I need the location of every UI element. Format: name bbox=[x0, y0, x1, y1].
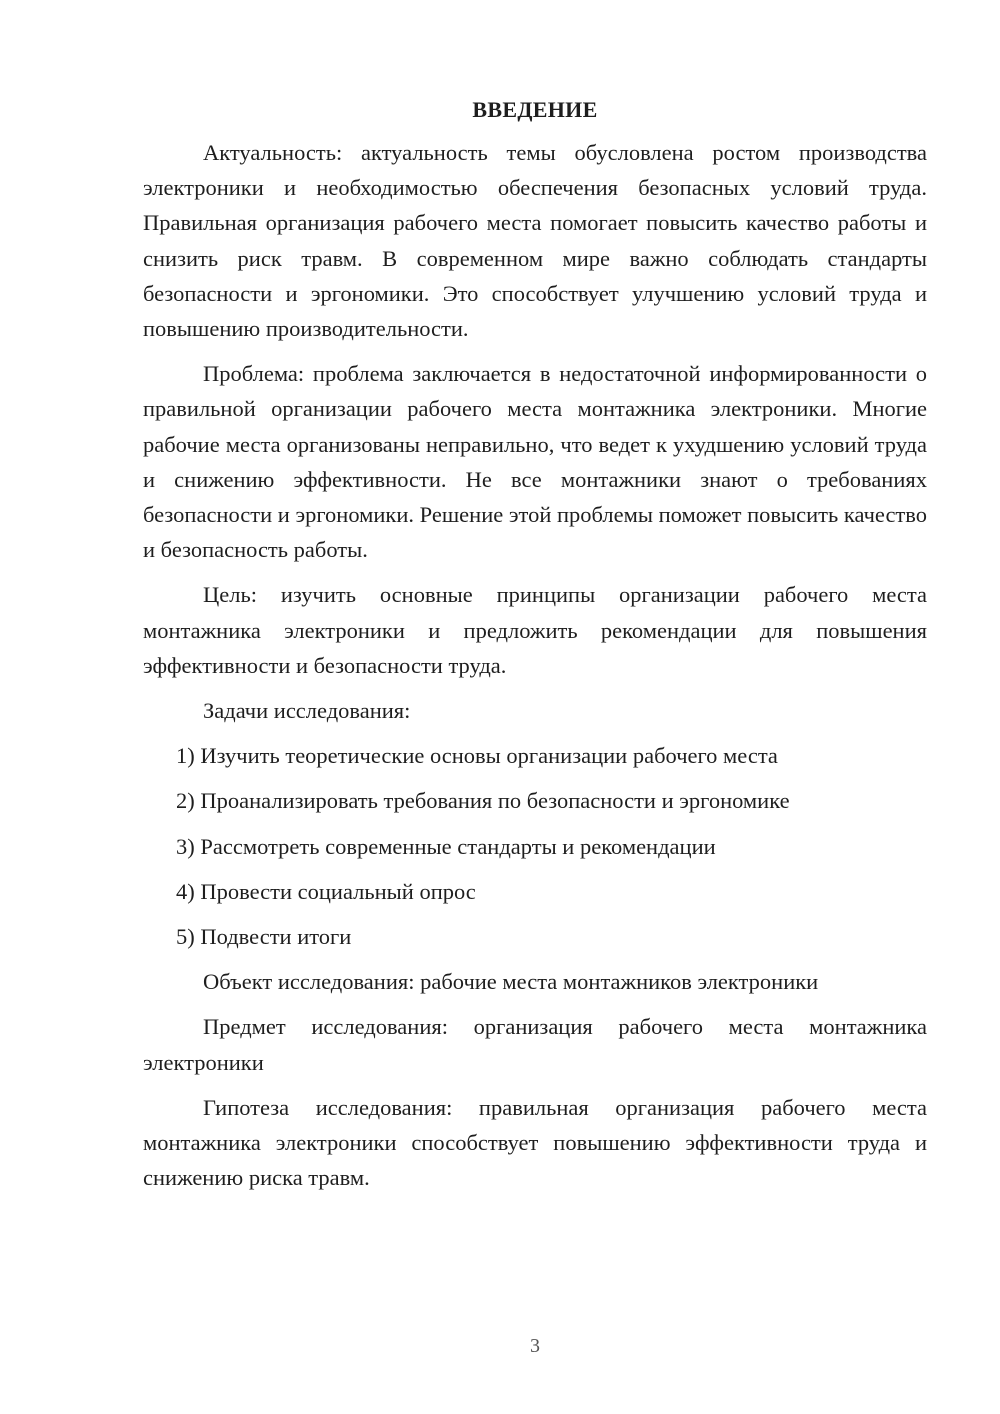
tasks-list bbox=[143, 738, 927, 954]
goal-paragraph: Цель: изучить основные принципы организации рабочего места монтажника электроники и предложить рекомендации для повышения эффективности и безопасности труда. bbox=[143, 582, 927, 678]
hypothesis-paragraph: Гипотеза исследования: правильная организация рабочего места монтажника электроники способствует повышению эффективности труда и снижению риска травм. bbox=[143, 1094, 927, 1191]
page-number: 3 bbox=[530, 1335, 540, 1357]
section-title: ВВЕДЕНИЕ bbox=[472, 97, 598, 122]
task-item: 4) Провести социальный опрос bbox=[176, 878, 476, 904]
task-item: 2) Проанализировать требования по безопасности и эргономике bbox=[176, 788, 790, 814]
subject-paragraph: Предмет исследования: организация рабочего места монтажника электроники bbox=[143, 1014, 927, 1075]
problem-paragraph: Проблема: проблема заключается в недостаточной информированности о правильной организации рабочего места монтажника электроники. Многие рабочие места организованы неправильно, что ведет к ухудшению условий труда и снижению эффективности. Не все монтажники знают о требованиях безопасности и эргономики. Решение этой проблемы поможет повысить качество и безопасность работы. bbox=[143, 361, 927, 563]
relevance-paragraph: Актуальность: актуальность темы обусловлена ростом производства электроники и необходимостью обеспечения безопасных условий труда. Правильная организация рабочего места помогает повысить качество работы и снизить риск травм. В современном мире важно соблюдать стандарты безопасности и эргономики. Это способствует улучшению условий труда и повышению производительности. bbox=[143, 140, 927, 342]
document-page bbox=[143, 97, 927, 1205]
task-item: 5) Подвести итоги bbox=[176, 924, 352, 950]
task-item: 3) Рассмотреть современные стандарты и рекомендации bbox=[176, 833, 716, 859]
object-paragraph: Объект исследования: рабочие места монтажников электроники bbox=[203, 969, 819, 995]
tasks-heading: Задачи исследования: bbox=[203, 698, 411, 724]
task-item: 1) Изучить теоретические основы организации рабочего места bbox=[176, 743, 778, 769]
